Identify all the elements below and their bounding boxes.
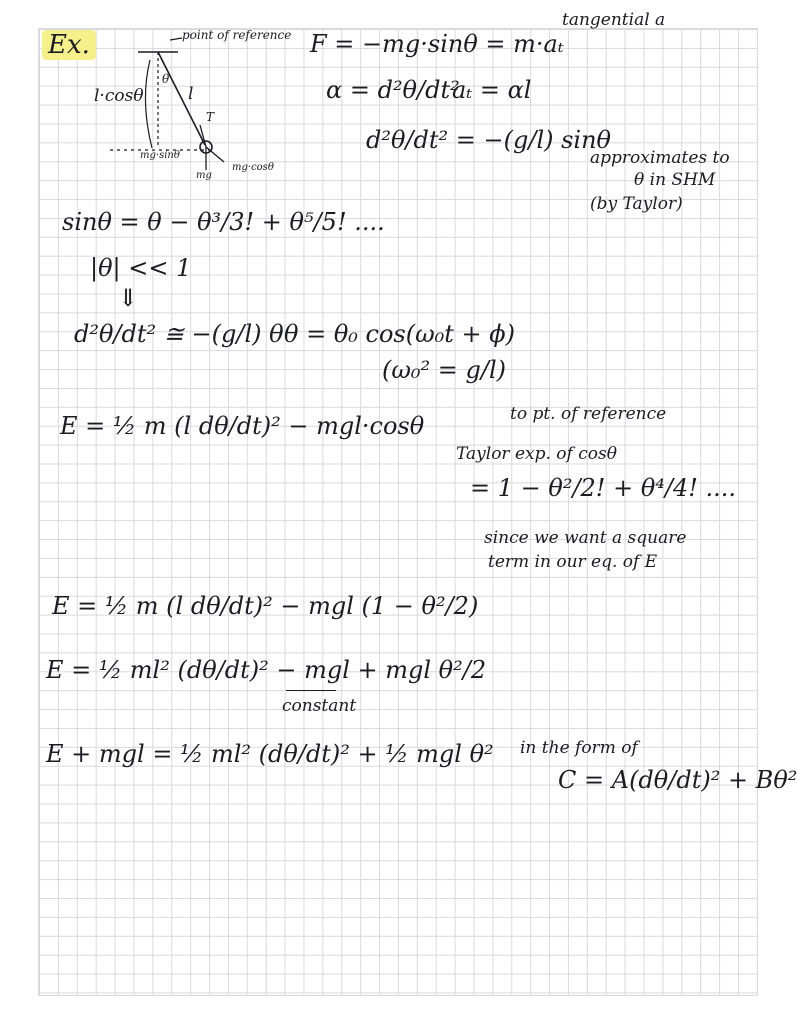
form-equation: C = A(dθ/dt)² + Bθ² bbox=[558, 766, 797, 794]
energy-equation-3: E = ½ ml² (dθ/dt)² − mgl + mgl θ²/2 bbox=[46, 656, 487, 684]
constant-underline bbox=[286, 690, 336, 691]
energy-equation-4: E + mgl = ½ ml² (dθ/dt)² + ½ mgl θ² bbox=[46, 740, 494, 768]
taylor-cos: = 1 − θ²/2! + θ⁴/4! .... bbox=[470, 474, 737, 502]
solution: θ = θ₀ cos(ω₀t + ϕ) bbox=[284, 320, 516, 348]
force-equation: F = −mg·sinθ = m·aₜ bbox=[310, 30, 564, 58]
constant-note: constant bbox=[282, 696, 357, 716]
ode-approx: d²θ/dt² ≅ −(g/l) θ bbox=[74, 320, 284, 348]
approx-note-3: (by Taylor) bbox=[590, 194, 683, 214]
l-cos-theta-label: l·cosθ bbox=[94, 86, 144, 106]
implies-arrow: ⇓ bbox=[118, 284, 139, 312]
point-of-reference-label: point of reference bbox=[182, 28, 292, 42]
taylor-cos-note: Taylor exp. of cosθ bbox=[456, 444, 617, 464]
pendulum-string bbox=[158, 52, 205, 145]
ode-equation: d²θ/dt² = −(g/l) sinθ bbox=[366, 126, 612, 154]
reference-pointer bbox=[170, 38, 182, 40]
mg-cos-label: mg·cosθ bbox=[232, 162, 274, 173]
approx-note-1: approximates to bbox=[590, 148, 730, 168]
tension-label: T bbox=[206, 110, 215, 124]
energy-equation: E = ½ m (l dθ/dt)² − mgl·cosθ bbox=[60, 412, 425, 440]
form-note: in the form of bbox=[520, 738, 638, 758]
example-label: Ex. bbox=[42, 30, 96, 60]
square-note-1: since we want a square bbox=[484, 528, 687, 548]
cos-arrow bbox=[206, 147, 224, 162]
omega-relation: (ω₀² = g/l) bbox=[382, 356, 507, 384]
square-note-2: term in our eq. of E bbox=[488, 552, 658, 572]
approx-note-2: θ in SHM bbox=[634, 170, 716, 190]
taylor-sin: sinθ = θ − θ³/3! + θ⁵/5! .... bbox=[62, 208, 385, 236]
mg-label: mg bbox=[196, 170, 212, 181]
alpha-equation: α = d²θ/dt² bbox=[326, 76, 460, 104]
at-equation: aₜ = αl bbox=[452, 76, 532, 104]
small-angle: |θ| << 1 bbox=[90, 254, 192, 282]
theta-diagram-label: θ bbox=[162, 72, 170, 86]
mg-sin-label: mg·sinθ bbox=[140, 150, 180, 161]
tangential-note: tangential a bbox=[562, 10, 666, 30]
energy-equation-2: E = ½ m (l dθ/dt)² − mgl (1 − θ²/2) bbox=[52, 592, 479, 620]
energy-note: to pt. of reference bbox=[510, 404, 667, 424]
l-length-label: l bbox=[188, 84, 194, 104]
l-cos-brace bbox=[145, 60, 152, 148]
